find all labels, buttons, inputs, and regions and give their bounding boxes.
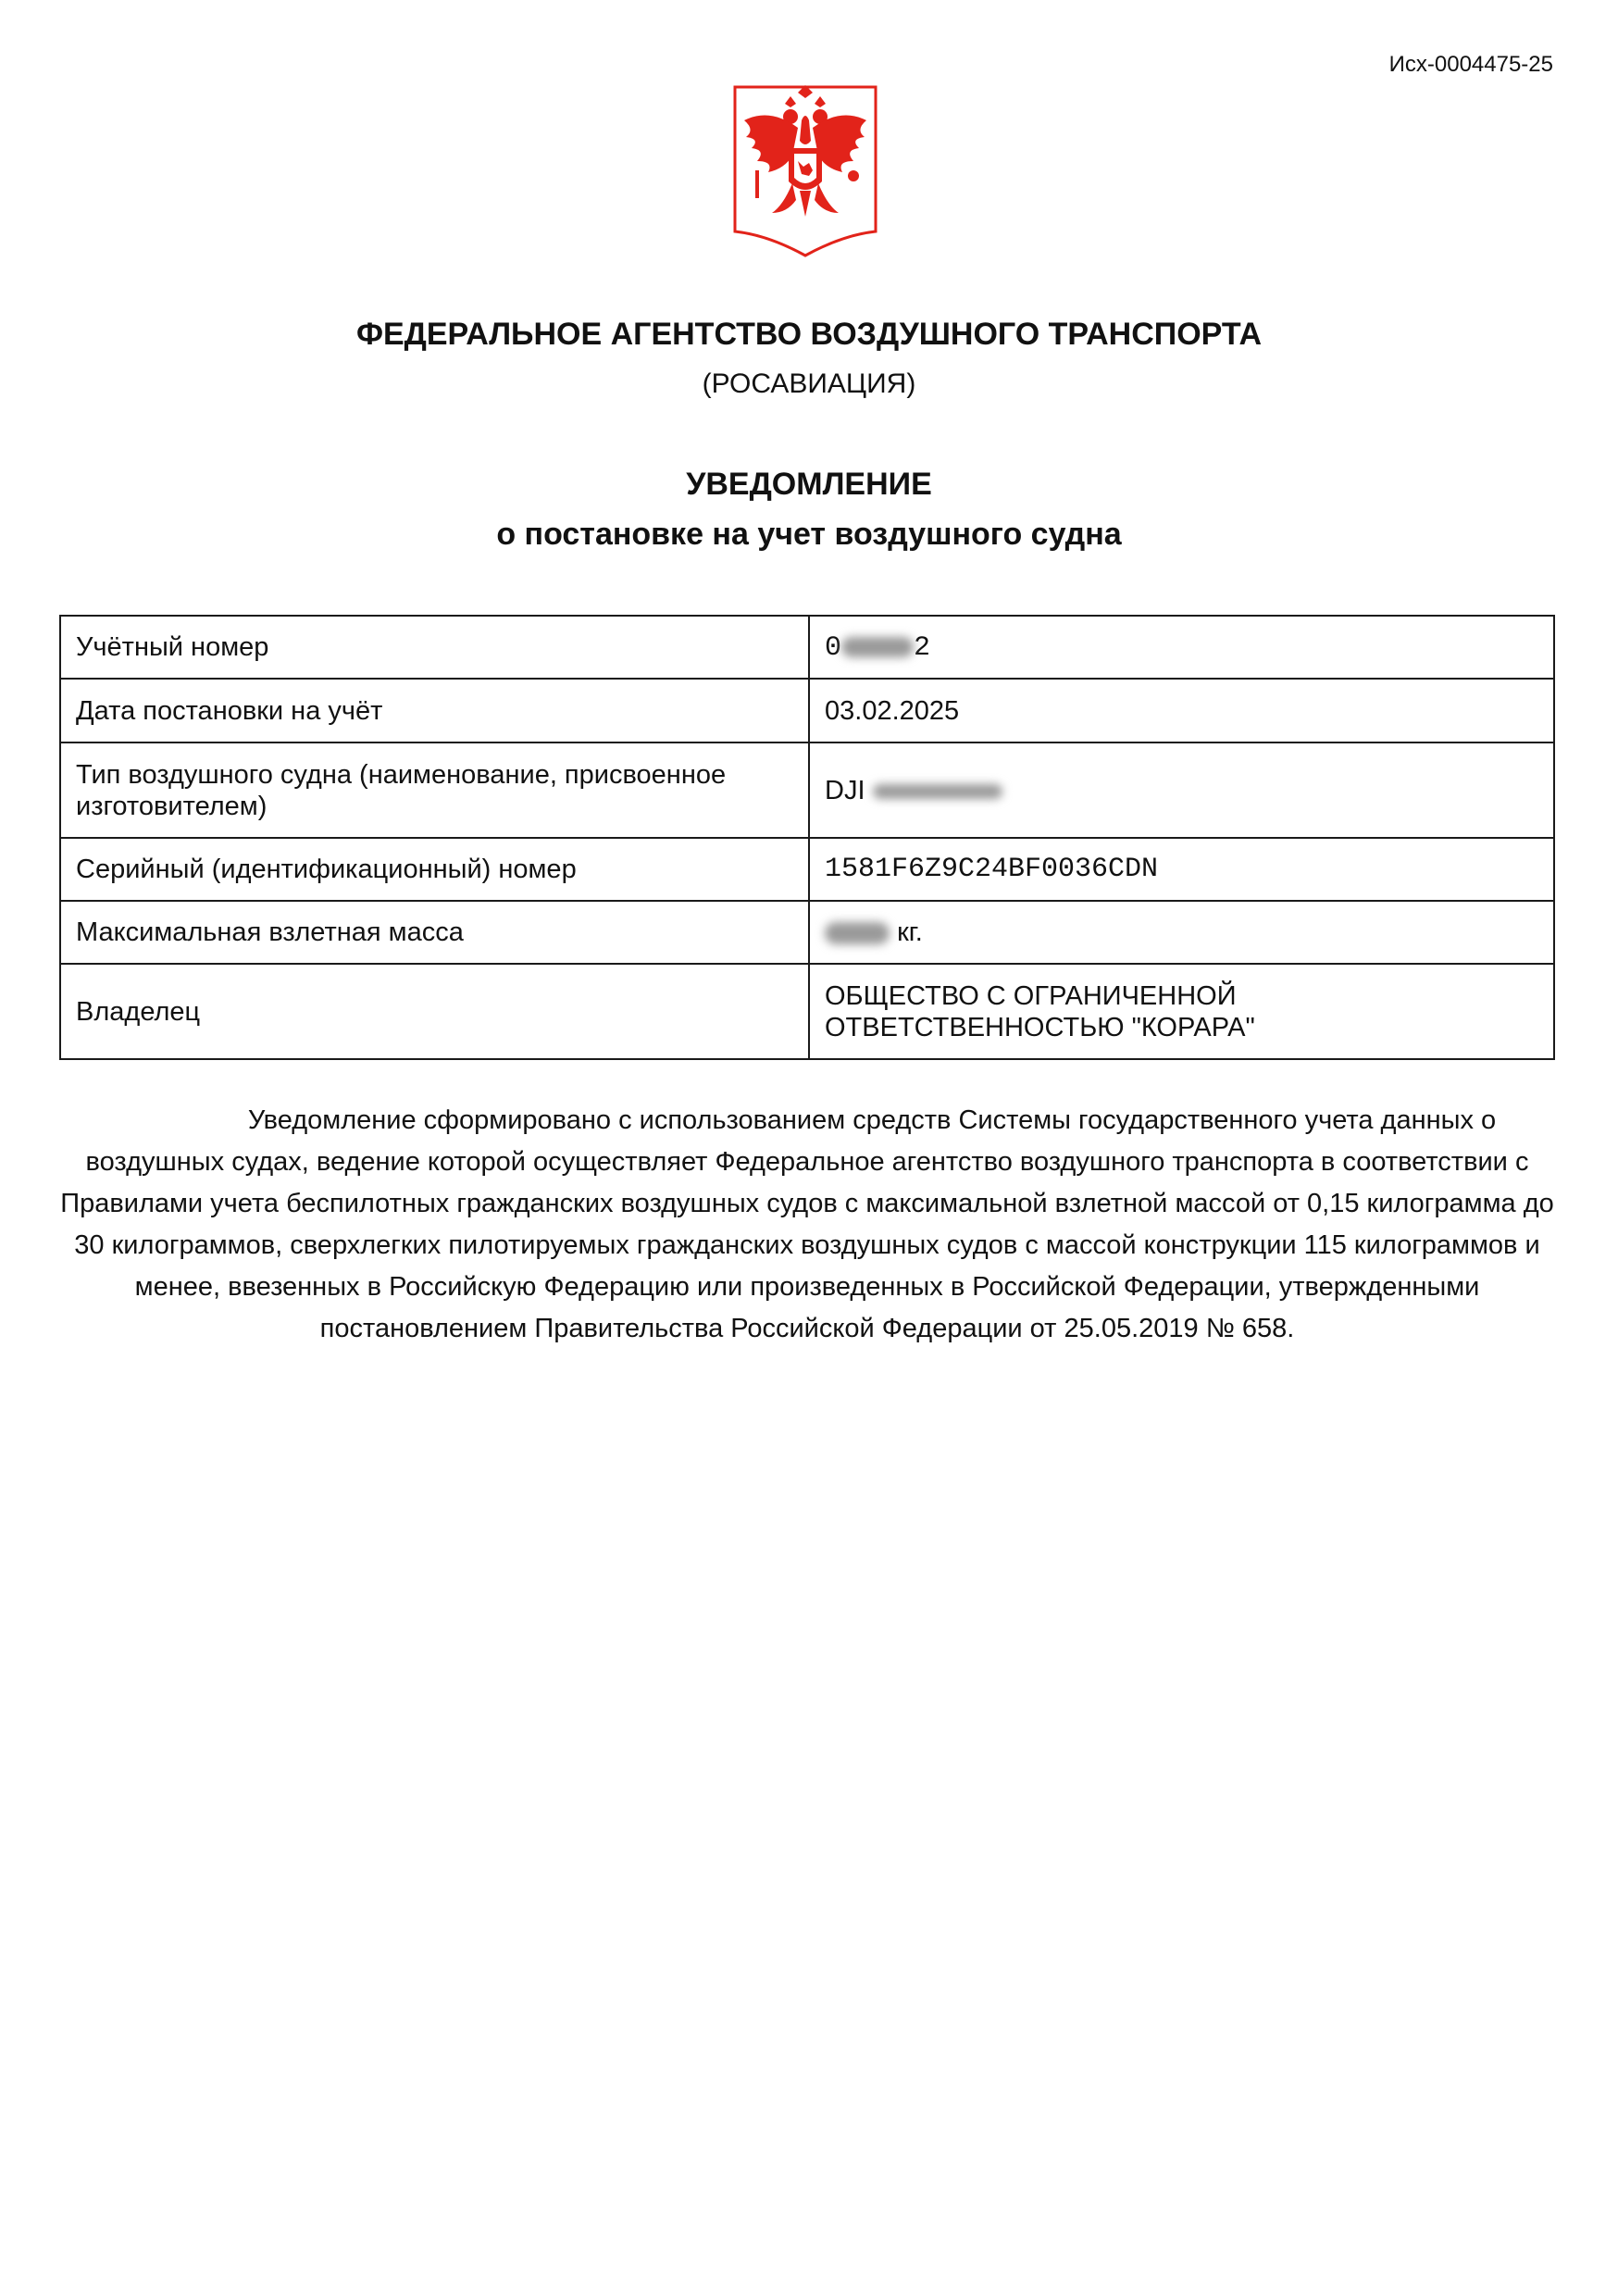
redacted-blur xyxy=(873,784,1002,799)
row-label: Дата постановки на учёт xyxy=(60,679,809,742)
row-value: 03.02.2025 xyxy=(809,679,1554,742)
aircraft-registration-table xyxy=(59,615,1555,1060)
row-label: Максимальная взлетная масса xyxy=(60,901,809,964)
row-value xyxy=(809,616,1554,679)
row-label: Учётный номер xyxy=(60,616,809,679)
redacted-blur xyxy=(841,637,914,657)
outgoing-number: Исх-0004475-25 xyxy=(1388,52,1553,77)
table-row xyxy=(60,679,1554,742)
row-label: Тип воздушного судна (наименование, присвоенное изготовителем) xyxy=(60,742,809,838)
document-subtitle: о постановке на учет воздушного судна xyxy=(496,517,1122,552)
account-number-prefix: 0 xyxy=(825,632,842,664)
row-label: Серийный (идентификационный) номер xyxy=(60,838,809,901)
row-value xyxy=(809,742,1554,838)
aircraft-type-prefix: DJI xyxy=(825,775,865,805)
document-title: УВЕДОМЛЕНИЕ xyxy=(686,467,932,502)
account-number-suffix: 2 xyxy=(914,632,931,664)
notice-paragraph: Уведомление сформировано с использованием средств Системы государственного учета данных о воздушных судах, ведение которой осуществляет Федеральное агентство воздушного транспорта в соответствии с Правилами учета беспилотных гражданских воздушных судов с максимальной взлетной массой от 0,15 килограмма до 30 килограммов, сверхлегких пилотируемых гражданских воздушных судов с массой конструкции 115 килограммов и менее, ввезенных в Российскую Федерацию или произведенных в Российской Федерации, утвержденными постановлением Правительства Российской Федерации от 25.05.2019 № 658. xyxy=(60,1105,1554,1343)
redacted-blur xyxy=(825,922,890,944)
row-value xyxy=(809,901,1554,964)
agency-name: ФЕДЕРАЛЬНОЕ АГЕНТСТВО ВОЗДУШНОГО ТРАНСПОРТА xyxy=(355,317,1263,352)
table-row xyxy=(60,616,1554,679)
table-row xyxy=(60,964,1554,1059)
table-row xyxy=(60,742,1554,838)
mass-unit: кг. xyxy=(897,917,923,947)
agency-short-name: (РОСАВИАЦИЯ) xyxy=(702,368,916,399)
serial-number-value: 1581F6Z9C24BF0036CDN xyxy=(809,838,1554,901)
table-row xyxy=(60,838,1554,901)
row-label: Владелец xyxy=(60,964,809,1059)
table-row xyxy=(60,901,1554,964)
owner-value: ОБЩЕСТВО С ОГРАНИЧЕННОЙ ОТВЕТСТВЕННОСТЬЮ "КОРАРА" xyxy=(809,964,1554,1059)
coat-of-arms-icon xyxy=(731,83,879,259)
